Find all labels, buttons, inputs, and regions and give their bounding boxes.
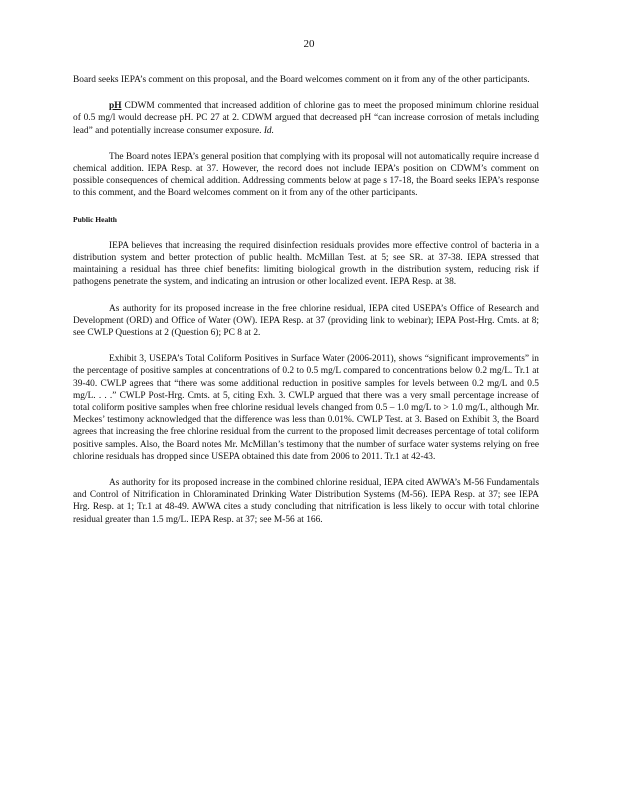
paragraph-text: As authority for its proposed increase in the combined chlorine residual, IEPA cited AWWA’s M-56 Fundamentals and Control of Nitrification in Chloraminated Drinking Water Distribution Systems (M-56). IEPA Resp. at 37; see IEPA Hrg. Resp. at 1; Tr.1 at 48-49. AWWA cites a study concluding that nitrification is less likely to occur with total chlorine residual greater than 1.5 mg/L. IEPA Resp. at 37; see M-56 at 166. xyxy=(73,478,539,525)
section-heading-public-health xyxy=(73,214,539,226)
paragraph-free-chlorine-authority xyxy=(73,303,539,340)
paragraph-text: Exhibit 3, USEPA’s Total Coliform Positives in Surface Water (2006-2011), shows “significant improvements” in the percentage of positive samples at concentrations of 0.2 to 0.5 mg/L compared to concentrations below 0.2 mg/L. Tr.1 at 39-40. CWLP agrees that “there was some additional reduction in positive samples for levels between 0.2 mg/L and 0.5 mg/L. . . .” CWLP Post-Hrg. Cmts. at 5, citing Exh. 3. CWLP argued that there was a very small percentage increase of total coliform positive samples when free chlorine residual levels changed from 0.5 – 1.0 mg/L to > 1.0 mg/L, although Mr. Meckes’ testimony acknowledged that the difference was less than 0.01%. CWLP Test. at 3. Based on Exhibit 3, the Board agrees that increasing the free chlorine residual from the current to the proposed limit decreases percentage of total coliform positive samples. Also, the Board notes Mr. McMillan’s testimony that the number of surface water systems relying on free chlorine residuals has dropped since USEPA obtained this date from 2006 to 2011. Tr.1 at 42-43. xyxy=(73,354,539,462)
paragraph-text: As authority for its proposed increase in the free chlorine residual, IEPA cited USEPA’s Office of Research and Development (ORD) and Office of Water (OW). IEPA Resp. at 37 (providing link to webinar); IEPA Post-Hrg. Cmts. at 8; see CWLP Questions at 2 (Question 6); PC 8 at 2. xyxy=(73,303,539,339)
paragraph-combined-chlorine-authority xyxy=(73,477,539,526)
citation-id: Id. xyxy=(263,125,274,136)
ph-subheading: pH xyxy=(109,101,122,112)
paragraph-text: The Board notes IEPA’s general position that complying with its proposal will not automatically require increase d chemical addition. IEPA Resp. at 37. However, the record does not include IEPA’s position on CDWM’s comment on possible consequences of chemical addition. Addressing comments below at page s 17-18, the Board seeks IEPA’s response to this comment, and the Board welcomes comment on it from any of the other participants. xyxy=(73,151,539,199)
document-body xyxy=(73,74,539,540)
paragraph-exhibit-3 xyxy=(73,353,539,463)
paragraph-iepa-believes xyxy=(73,240,539,289)
paragraph-board-seeks-comment xyxy=(73,74,539,86)
paragraph-text: Board seeks IEPA’s comment on this proposal, and the Board welcomes comment on it from any of the other participants. xyxy=(73,75,530,85)
paragraph-ph xyxy=(73,100,539,137)
paragraph-text: IEPA believes that increasing the required disinfection residuals provides more effective control of bacteria in a distribution system and better protection of public health. McMillan Test. at 5; see SR. at 37-38. IEPA stressed that maintaining a residual has three chief benefits: limiting biological growth in the distribution system, reducing risk if pathogens penetrate the system, and indicating an intrusion or other localized event. IEPA Resp. at 38. xyxy=(73,240,539,288)
page-number: 20 xyxy=(303,38,315,50)
section-heading-text: Public Health xyxy=(73,214,117,224)
paragraph-text: CDWM commented that increased addition of chlorine gas to meet the proposed minimum chlorine residual of 0.5 mg/l would decrease pH. PC 27 at 2. CDWM argued that decreased pH “can increase corrosion of metals including lead” and potentially increase consumer exposure. xyxy=(73,101,539,136)
paragraph-board-notes xyxy=(73,151,539,200)
